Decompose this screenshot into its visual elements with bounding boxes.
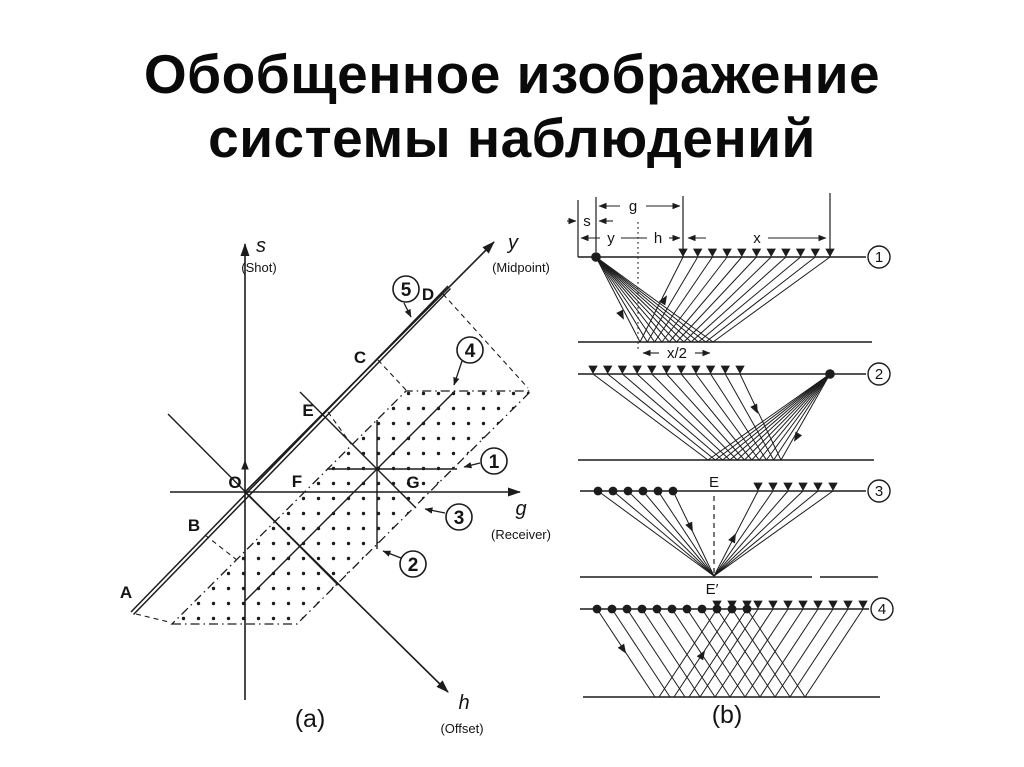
point-label-B: B [187,516,201,535]
s-axis-mid-arrowhead [241,460,249,470]
s-axis-letter: s [256,235,266,257]
dim-label-g: g [628,198,638,215]
dotted-survey-region [172,391,531,624]
section-number-4 [871,598,893,620]
section-number-1 [868,246,890,268]
point-label-E: E [302,401,314,420]
title-line-1: Обобщенное изображение [143,43,881,105]
y-axis-letter: y [508,232,518,254]
point-label-O: O [228,473,242,492]
callout-4-number: 4 [464,341,476,362]
callout-3-number: 3 [453,508,465,529]
dim-label-y: y [607,230,615,247]
panel-a-diagram [120,232,551,736]
section-4-number: 4 [877,601,887,618]
title-line-2: системы наблюдений [208,107,816,169]
panel-b-caption: (b) [711,701,743,729]
point-label-D: D [421,285,435,304]
point-label-F: F [291,472,303,491]
section-1-number: 1 [874,249,884,266]
callout-4 [454,337,483,385]
panel-b-diagram [567,193,893,729]
section-2-number: 2 [874,366,884,383]
h-axis-name: (Offset) [440,721,484,736]
callout-3 [425,504,472,530]
section-number-2 [868,363,890,385]
callout-5-number: 5 [400,280,412,301]
h-axis-letter: h [458,692,470,714]
section-number-3 [868,480,890,502]
g-axis-letter: g [515,498,527,520]
dim-label-h: h [653,230,663,247]
g-axis-name: (Receiver) [491,527,551,542]
dim-label-s: s [583,213,591,230]
section-1-shot-gather [591,249,835,342]
section-4-offset-section [593,601,868,697]
dim-label-x: x [753,230,761,247]
point-label-C: C [353,348,367,367]
section-lines [578,257,880,697]
callout-1-number: 1 [488,452,500,473]
point-label-G: G [406,473,420,492]
y-axis-name: (Midpoint) [492,260,550,275]
label-E-prime: E′ [705,581,719,598]
callout-2 [383,551,426,577]
point-label-A: A [119,583,133,602]
callout-1 [464,448,507,474]
section-3-number: 3 [874,483,884,500]
label-E: E [708,474,720,491]
callout-5 [393,276,419,317]
dim-label-x-half: x/2 [666,345,688,362]
panel-a-caption: (a) [294,705,326,733]
s-axis-name: (Shot) [241,260,277,275]
section-2-receiver-gather [588,366,835,460]
section-3-midpoint-gather [594,483,838,576]
callout-2-number: 2 [407,555,419,576]
